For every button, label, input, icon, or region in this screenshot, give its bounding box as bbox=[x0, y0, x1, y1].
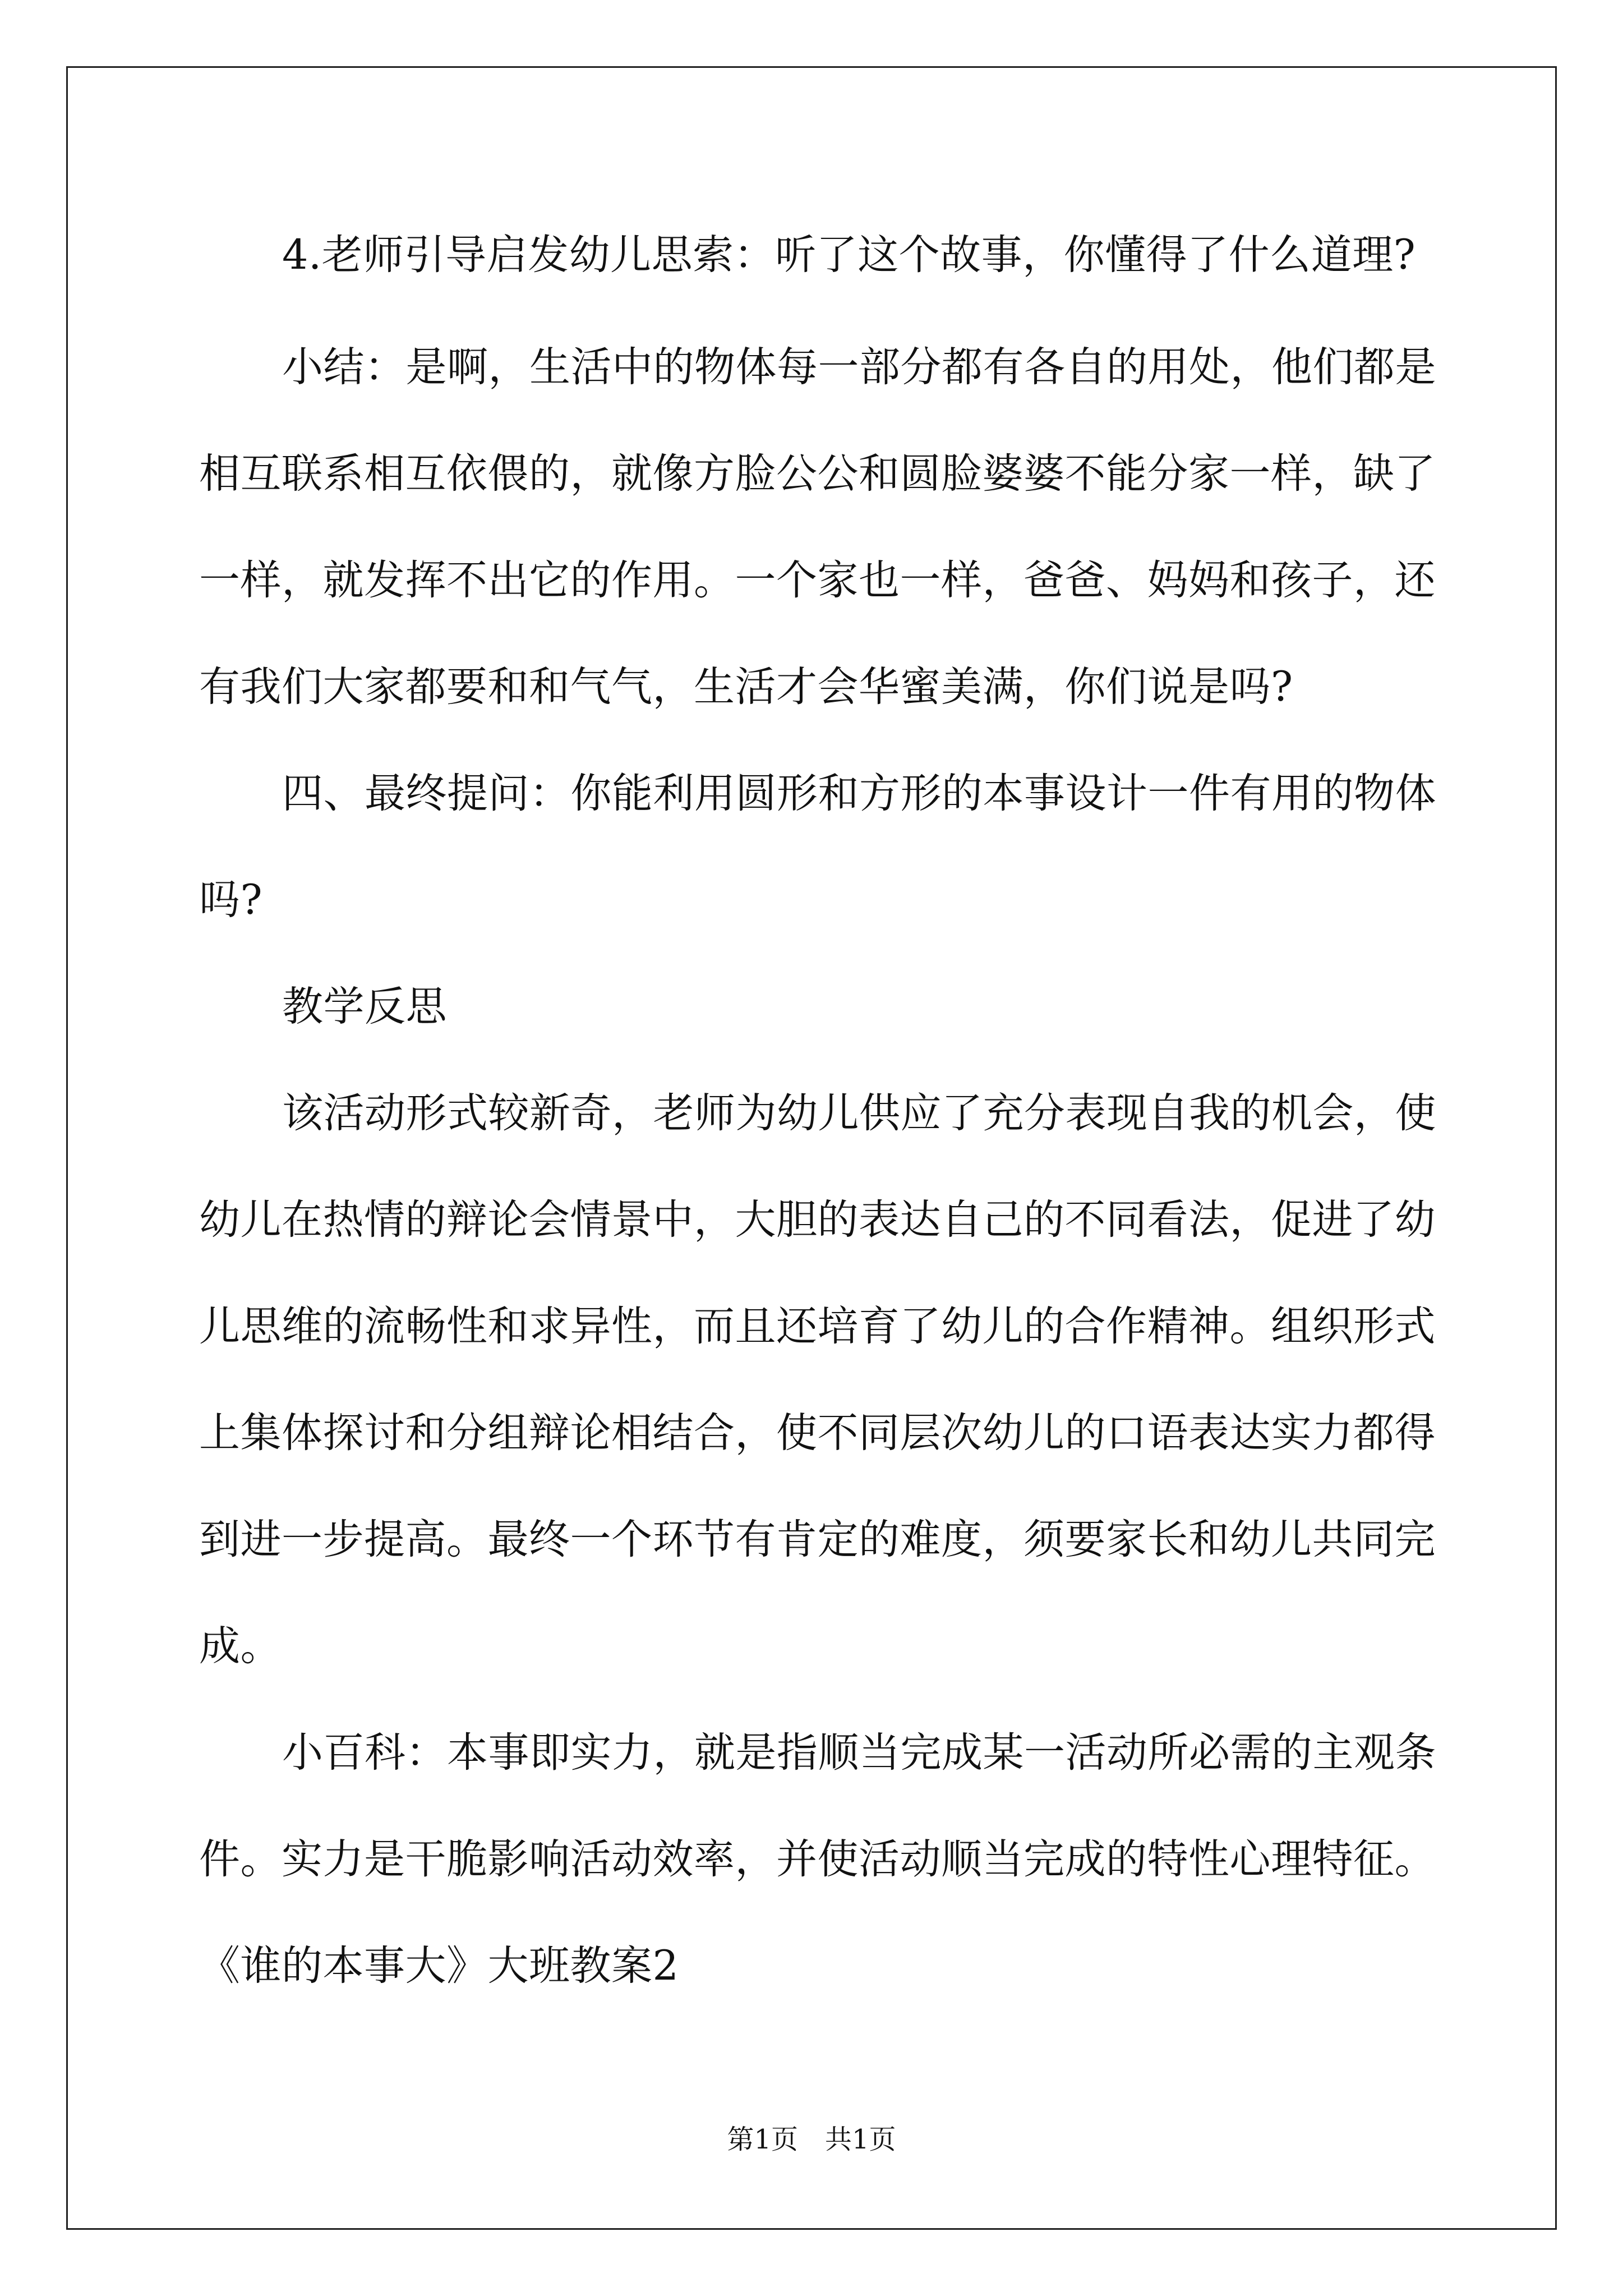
paragraph-line-13: 到进一步提高。最终一个环节有肯定的难度，须要家长和幼儿共同完 bbox=[199, 1516, 1436, 1563]
paragraph-line-5: 有我们大家都要和和气气，生活才会华蜜美满，你们说是吗? bbox=[199, 663, 1293, 711]
paragraph-line-11: 儿思维的流畅性和求异性，而且还培育了幼儿的合作精神。组织形式 bbox=[199, 1303, 1436, 1350]
paragraph-line-16: 件。实力是干脆影响活动效率，并使活动顺当完成的特性心理特征。 bbox=[199, 1835, 1436, 1883]
paragraph-line-4: 一样，就发挥不出它的作用。一个家也一样，爸爸、妈妈和孩子，还 bbox=[199, 556, 1436, 604]
paragraph-line-10: 幼儿在热情的辩论会情景中，大胆的表达自己的不同看法，促进了幼 bbox=[199, 1196, 1436, 1244]
paragraph-line-15: 小百科：本事即实力，就是指顺当完成某一活动所必需的主观条 bbox=[282, 1729, 1436, 1777]
paragraph-line-7: 吗? bbox=[199, 876, 263, 924]
paragraph-line-1: 4.老师引导启发幼儿思索：听了这个故事，你懂得了什么道理? bbox=[282, 231, 1416, 279]
paragraph-line-3: 相互联系相互依偎的，就像方脸公公和圆脸婆婆不能分家一样，缺了 bbox=[199, 450, 1436, 498]
paragraph-line-12: 上集体探讨和分组辩论相结合，使不同层次幼儿的口语表达实力都得 bbox=[199, 1409, 1436, 1457]
paragraph-line-6: 四、最终提问：你能利用圆形和方形的本事设计一件有用的物体 bbox=[282, 770, 1436, 817]
paragraph-line-2: 小结：是啊，生活中的物体每一部分都有各自的用处，他们都是 bbox=[282, 343, 1436, 391]
paragraph-line-14: 成。 bbox=[199, 1622, 282, 1670]
document-title-line: 《谁的本事大》大班教案2 bbox=[199, 1942, 679, 1990]
paragraph-line-9: 该活动形式较新奇，老师为幼儿供应了充分表现自我的机会，使 bbox=[282, 1089, 1436, 1137]
page-footer: 第1页 共1页 bbox=[727, 2124, 896, 2155]
section-heading: 教学反思 bbox=[282, 983, 447, 1030]
